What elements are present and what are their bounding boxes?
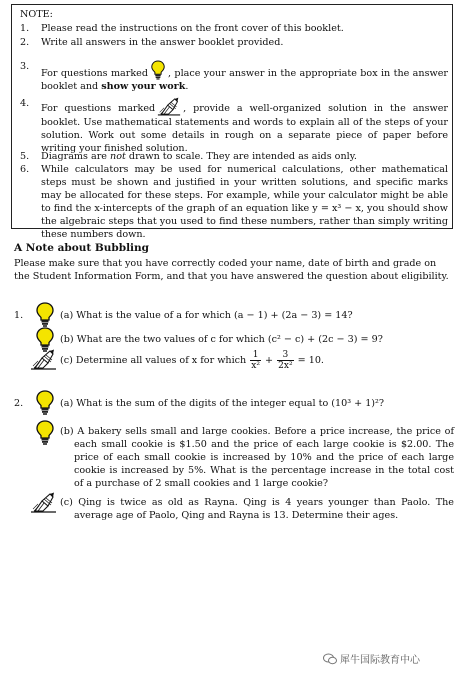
lightbulb-icon <box>36 390 54 415</box>
lightbulb-icon <box>36 302 54 327</box>
note-text: Please read the instructions on the front cover of this booklet. <box>41 23 344 34</box>
wechat-icon <box>323 653 337 665</box>
bubbling-heading: A Note about Bubbling <box>14 242 150 254</box>
writing-hand-icon <box>30 349 57 370</box>
note-text: drawn to scale. They are intended as aids only. <box>128 151 357 162</box>
note-text: While calculators may be used for numerical calculations, other mathematical steps must be shown and justified in your written solutions, and specific marks may be allocated for these steps. For example, while your calculator might be able to find the x-intercepts of the graph of an equation like y = x³ − x, you should show the algebraic steps that you used to find these numbers, rather than simply writing these numbers down. <box>41 164 448 240</box>
note-text: Diagrams are <box>41 151 107 162</box>
note-text: , place your answer in the appropriate box in the answer booklet and <box>41 68 448 92</box>
question-text: What is the value of a for which (a − 1) + (2a − 3) = 14? <box>76 310 353 321</box>
note-emphasis: show your work <box>101 81 186 92</box>
note-number: 2. <box>20 37 30 48</box>
watermark-text: 犀牛国际教育中心 <box>340 655 420 666</box>
writing-hand-icon <box>157 97 181 116</box>
question-2a: (a) What is the sum of the digits of the integer equal to (10³ + 1)²? <box>60 398 385 409</box>
note-number: 4. <box>20 98 30 109</box>
fraction: $\frac{3}{\text{2x²}}$ <box>278 350 293 371</box>
question-2c: (c) Qing is twice as old as Rayna. Qing is 4 years younger than Paolo. The average age of Paolo, Qing and Rayna is 13. Determine their ages. <box>60 497 454 521</box>
note-number: 1. <box>20 23 30 34</box>
question-1a: (a) What is the value of a for which (a − 1) + (2a − 3) = 14? <box>60 310 353 321</box>
question-text: Determine all values of x for which <box>75 355 247 366</box>
question-text: A bakery sells small and large cookies. Before a price increase, the price of each small cookie is $1.50 and the price of each large cookie is $2.00. The price of each small cookie is increased by 10% and the price of each large cookie is increased by 5%. What is the percentage increase in the total cost of a purchase of 2 small cookies and 1 large cookie? <box>74 426 454 489</box>
question-1b: (b) What are the two values of c for which (c² − c) + (2c − 3) = 9? <box>60 334 383 345</box>
writing-hand-icon <box>30 492 57 513</box>
bubbling-text: Please make sure that you have correctly coded your name, date of birth and grade on the Student Information Form, and that you have answered the question about eligibility. <box>14 258 449 282</box>
note-text: Write all answers in the answer booklet provided. <box>41 37 284 48</box>
question-number: 1. <box>14 310 24 321</box>
note-number: 6. <box>20 164 30 175</box>
question-1c: (c) Determine all values of x for which $\frac{1}{\text{x²}}$ + $\frac{3}{\text{2x²}}$ = 10. <box>60 350 324 371</box>
note-emphasis: not <box>110 151 126 162</box>
note-box: NOTE: 1. Please read the instructions on the front cover of this booklet. 2. Write all answers in the answer booklet provided. 3. For questions marked , place your answer in the appropriate box in the answer booklet and show your work. 4. For questions marked , provide a well-organized solution in the answer booklet. Use mathematical statements and words to explain all of the steps of your solution. Work out some details in rough on a separate piece of paper before writing your finished solution. 5. Diagrams are not drawn to scale. They are intended as aids only. 6. While calculators may be used for numerical calculations, other mathematical steps must be shown and justified in your written solutions, and specific marks may be allocated for these steps. For example, while your calculator might be able to find the x-intercepts of the graph of an equation like y = x³ − x, you should show the algebraic steps that you used to find these numbers, rather than simply writing these numbers down. <box>11 4 453 229</box>
lightbulb-icon <box>151 60 165 80</box>
note-text: For questions marked <box>41 68 148 79</box>
question-text: What is the sum of the digits of the integer equal to (10³ + 1)²? <box>76 398 385 409</box>
question-2b: (b) A bakery sells small and large cookies. Before a price increase, the price of each small cookie is $1.50 and the price of each large cookie is $2.00. The price of each small cookie is increased by 10% and the price of each large cookie is increased by 5%. What is the percentage increase in the total cost of a purchase of 2 small cookies and 1 large cookie? <box>60 426 454 489</box>
fraction: $\frac{1}{\text{x²}}$ <box>251 350 260 371</box>
note-number: 3. <box>20 61 30 72</box>
lightbulb-icon <box>36 420 54 445</box>
question-number: 2. <box>14 398 24 409</box>
note-text: , provide a well-organized solution in the answer booklet. Use mathematical statements and words to explain all of the steps of your solution. Work out some details in rough on a separate piece of paper before writing your finished solution. <box>41 103 448 154</box>
note-number: 5. <box>20 151 30 162</box>
question-text: Qing is twice as old as Rayna. Qing is 4 years younger than Paolo. The average age of Paolo, Qing and Rayna is 13. Determine their ages. <box>74 497 454 521</box>
question-text: What are the two values of c for which (c² − c) + (2c − 3) = 9? <box>76 334 383 345</box>
note-title: NOTE: <box>20 9 53 20</box>
note-text: For questions marked <box>41 103 156 114</box>
